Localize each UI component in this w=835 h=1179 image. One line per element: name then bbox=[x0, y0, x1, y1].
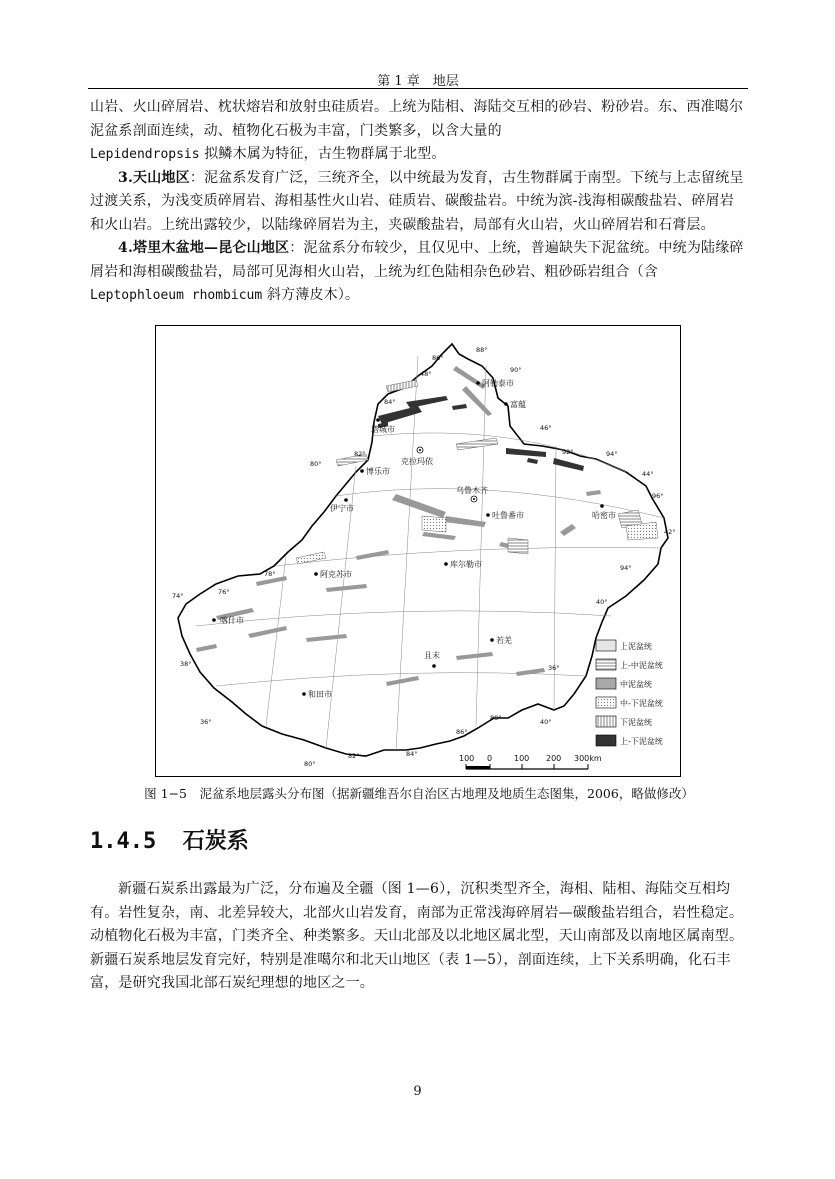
paragraph bbox=[90, 237, 748, 308]
paragraph-text: 拟鳞木属为特征，古生物群属于北型。 bbox=[199, 146, 446, 162]
coord-label: 80° bbox=[310, 460, 322, 468]
page-number: 9 bbox=[413, 1084, 422, 1099]
legend-label: 上-下泥盆统 bbox=[620, 737, 663, 746]
city-label: 且末 bbox=[424, 651, 440, 660]
section-heading bbox=[90, 824, 249, 855]
coord-label: 80° bbox=[304, 760, 316, 768]
figure-map bbox=[155, 325, 681, 777]
city-label: 伊宁市 bbox=[330, 504, 354, 513]
coord-label: 36° bbox=[548, 664, 560, 672]
coord-label: 92° bbox=[562, 448, 574, 456]
body-text-top bbox=[90, 96, 748, 308]
coord-label: 46° bbox=[540, 424, 552, 432]
legend-label: 上-中泥盆统 bbox=[620, 661, 663, 670]
city-label: 吐鲁番市 bbox=[492, 511, 524, 520]
city-label: 乌鲁木齐 bbox=[456, 486, 488, 495]
coord-label: 76° bbox=[218, 588, 230, 596]
coord-label: 90° bbox=[510, 366, 522, 374]
coord-label: 96° bbox=[652, 492, 664, 500]
city-label: 阿勒泰市 bbox=[482, 379, 514, 388]
legend-swatch-mid bbox=[596, 678, 616, 689]
scale-bar bbox=[459, 754, 602, 769]
coord-label: 74° bbox=[172, 592, 184, 600]
paragraph bbox=[90, 167, 748, 238]
city-label: 克拉玛依 bbox=[401, 457, 433, 466]
city-label: 喀什市 bbox=[220, 616, 244, 625]
paragraph: 山岩、火山碎屑岩、枕状熔岩和放射虫硅质岩。上统为陆相、海陆交互相的砂岩、粉砂岩。东、西准噶尔泥盆系剖面连续，动、植物化石极为丰富，门类繁多，以含大量的 bbox=[90, 99, 744, 139]
latin-species: Leptophloeum rhombicum bbox=[90, 288, 263, 303]
body-text-bottom bbox=[90, 878, 748, 996]
scale-tick-label: 200 bbox=[546, 754, 562, 763]
coord-label: 40° bbox=[540, 718, 552, 726]
coord-label: 94° bbox=[606, 450, 618, 458]
coord-label: 86° bbox=[456, 728, 468, 736]
legend-label: 下泥盆统 bbox=[620, 718, 652, 727]
legend-swatch-vlines bbox=[596, 716, 616, 727]
coord-label: 84° bbox=[384, 398, 396, 406]
scale-tick-label: 100 bbox=[459, 754, 475, 763]
header-rule bbox=[88, 88, 748, 89]
scale-tick-label: 100 bbox=[514, 754, 530, 763]
city-label: 塔城市 bbox=[371, 425, 395, 434]
paragraph: 新疆石炭系出露最为广泛，分布遍及全疆（图 1—6），沉积类型齐全，海相、陆相、海陆交互相均有。岩性复杂，南、北差异较大，北部火山岩发育，南部为正常浅海碎屑岩—碳酸盐岩组合，岩性稳定。动植物化石极为丰富，门类齐全、种类繁多。天山北部及以北地区属北型，天山南部及以南地区属南型。新疆石炭系地层发育完好，特别是准噶尔和北天山地区（表 1—5），剖面连续，上下关系明确，化石丰富，是研究我国北部石炭纪理想的地区之一。 bbox=[90, 881, 744, 991]
coord-label: 82° bbox=[354, 450, 366, 458]
legend-label: 上泥盆统 bbox=[620, 642, 652, 651]
city-label: 若羌 bbox=[496, 636, 512, 645]
coord-label: 36° bbox=[200, 718, 212, 726]
legend-swatch-light bbox=[596, 640, 616, 651]
city-label: 库尔勒市 bbox=[450, 560, 482, 569]
figure-caption: 图 1−5 泥盆系地层露头分布图（据新疆维吾尔自治区古地理及地质生态图集，2006，略做修改） bbox=[144, 786, 694, 801]
city-label: 博乐市 bbox=[366, 467, 390, 476]
coord-label: 40° bbox=[596, 598, 608, 606]
region-outline bbox=[178, 344, 668, 756]
paragraph-text: ：泥盆系发育广泛，三统齐全，以中统最为发育，古生物群属于南型。下统与上志留统呈过渡关系，为浅变质碎屑岩、海相基性火山岩、硅质岩、碳酸盐岩。中统为滨-浅海相碳酸盐岩、碎屑岩和火山岩。上统出露较少，以陆缘碎屑岩为主，夹碳酸盐岩，局部有火山岩，火山碎屑岩和石膏层。 bbox=[90, 169, 744, 233]
city-label: 和田市 bbox=[308, 690, 332, 699]
coord-label: 42° bbox=[664, 528, 676, 536]
map-svg bbox=[156, 326, 682, 778]
coord-label: 78° bbox=[264, 570, 276, 578]
running-header: 第 1 章 地层 bbox=[377, 74, 459, 89]
latin-genus: Lepidendropsis bbox=[90, 147, 200, 162]
legend-swatch-dark bbox=[596, 735, 616, 746]
city-label: 富蕴 bbox=[510, 400, 526, 409]
coord-label: 88° bbox=[490, 714, 502, 722]
coord-label: 84° bbox=[406, 750, 418, 758]
coord-label: 82° bbox=[348, 752, 360, 760]
coord-label: 86° bbox=[432, 354, 444, 362]
city-label: 阿克苏市 bbox=[320, 570, 352, 579]
coord-label: 88° bbox=[476, 346, 488, 354]
legend-swatch-dots bbox=[596, 697, 616, 708]
paragraph bbox=[90, 143, 748, 167]
coord-label: 44° bbox=[642, 470, 654, 478]
coord-label: 48° bbox=[420, 370, 432, 378]
legend-label: 中泥盆统 bbox=[620, 680, 652, 689]
paragraph-text: 斜方薄皮木）。 bbox=[262, 287, 360, 303]
subheading-tianshan: 3.天山地区 bbox=[118, 169, 190, 186]
scale-tick-label: 300km bbox=[574, 754, 602, 763]
coord-label: 38° bbox=[180, 660, 192, 668]
coord-label: 94° bbox=[620, 564, 632, 572]
subheading-tarim: 4.塔里木盆地—昆仑山地区 bbox=[118, 240, 290, 256]
legend-label: 中-下泥盆统 bbox=[620, 699, 663, 708]
paragraph-text: ：泥盆系分布较少，且仅见中、上统，普遍缺失下泥盆统。中统为陆缘碎屑岩和海相碳酸盐岩，局部可见海相火山岩，上统为红色陆相杂色砂岩、粗砂砾岩组合（含 bbox=[90, 240, 744, 280]
city-label: 哈密市 bbox=[592, 511, 616, 520]
section-title-text: 石炭系 bbox=[182, 828, 249, 854]
scale-tick-label: 0 bbox=[487, 754, 493, 763]
legend-swatch-hlines bbox=[596, 659, 616, 670]
map-legend bbox=[596, 640, 663, 746]
section-number: 1.4.5 bbox=[90, 829, 157, 854]
